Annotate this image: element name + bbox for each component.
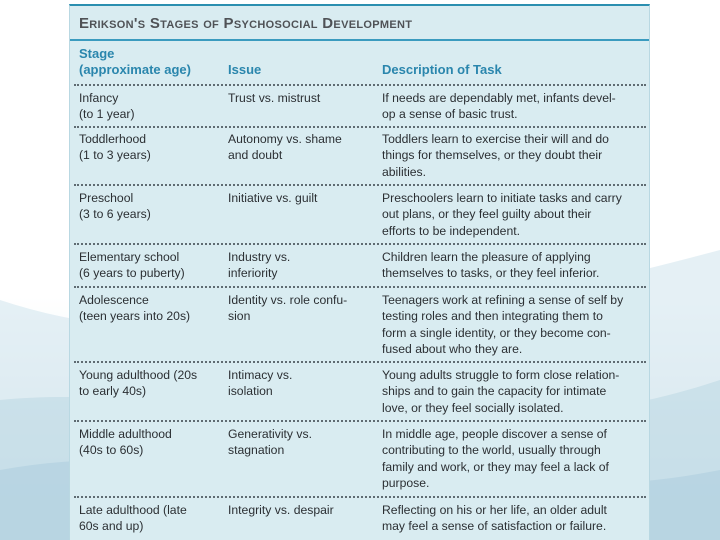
description-cell: In middle age, people discover a sense of contributing to the world, usually through family and work, or they may feel a lack of purpose. [382,427,609,490]
issue-cell: Autonomy vs. shame and doubt [228,132,342,163]
issue-cell: Generativity vs. stagnation [228,427,312,458]
stage-cell: Elementary school (6 years to puberty) [79,250,185,281]
row-divider [74,361,646,363]
stage-cell: Adolescence (teen years into 20s) [79,293,191,324]
row-divider [74,126,646,128]
table-title: Erikson's Stages of Psychosocial Development [79,15,413,32]
stage-cell: Preschool (3 to 6 years) [79,191,151,222]
description-cell: If needs are dependably met, infants devel- op a sense of basic trust. [382,91,616,122]
row-divider [74,496,646,498]
header-description: Description of Task [382,62,502,77]
description-cell: Reflecting on his or her life, an older adult may feel a sense of satisfaction or failure. [382,503,607,534]
description-cell: Young adults struggle to form close relation- ships and to gain the capacity for intimate love, or they feel socially isolated. [382,368,620,415]
issue-cell: Integrity vs. despair [228,503,334,517]
issue-cell: Trust vs. mistrust [228,91,321,105]
description-cell: Preschoolers learn to initiate tasks and carry out plans, or they feel guilty about their efforts to be independent. [382,191,622,238]
description-cell: Toddlers learn to exercise their will and do things for themselves, or they doubt their abilities. [382,132,609,179]
stage-cell: Young adulthood (20s to early 40s) [79,368,198,399]
erikson-stages-table [69,4,650,540]
row-divider [74,243,646,245]
issue-cell: Initiative vs. guilt [228,191,318,205]
description-cell: Teenagers work at refining a sense of self by testing roles and then integrating them to form a single identity, or they become con- fused about who they are. [382,293,624,356]
row-divider [74,420,646,422]
issue-cell: Intimacy vs. isolation [228,368,293,399]
header-stage: Stage (approximate age) [79,46,191,77]
title-divider [70,39,649,41]
description-cell: Children learn the pleasure of applying themselves to tasks, or they feel inferior. [382,250,600,281]
stage-cell: Toddlerhood (1 to 3 years) [79,132,151,163]
issue-cell: Identity vs. role confu- sion [228,293,348,324]
row-divider [74,184,646,186]
stage-cell: Late adulthood (late 60s and up) [79,503,187,534]
row-divider [74,84,646,86]
row-divider [74,286,646,288]
header-issue: Issue [228,62,262,77]
issue-cell: Industry vs. inferiority [228,250,291,281]
stage-cell: Infancy (to 1 year) [79,91,135,122]
stage-cell: Middle adulthood (40s to 60s) [79,427,172,458]
